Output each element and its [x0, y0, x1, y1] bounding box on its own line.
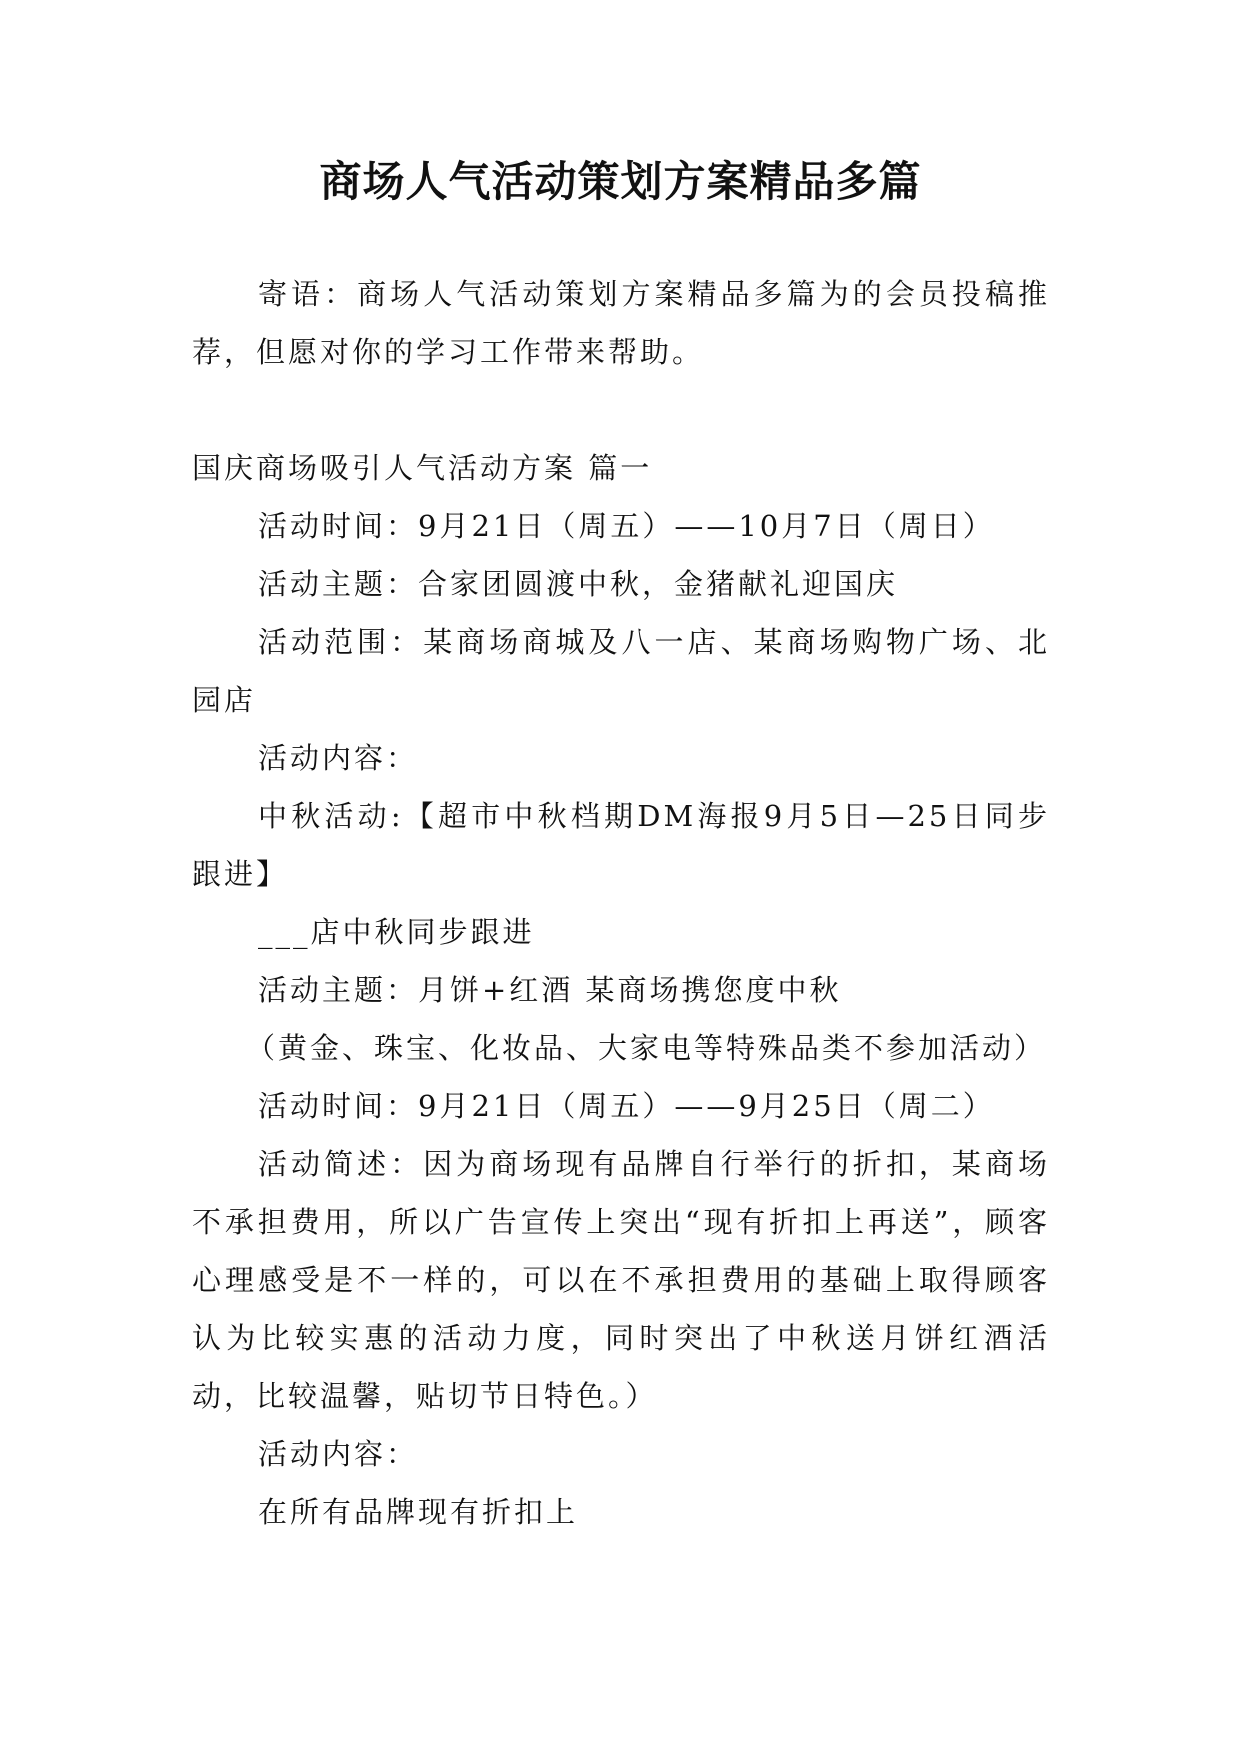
discount-paragraph: 在所有品牌现有折扣上: [258, 1495, 579, 1529]
activity-theme-2-paragraph: 活动主题：月饼+红酒 某商场携您度中秋: [258, 973, 842, 1007]
activity-summary-paragraph: 活动简述：因为商场现有品牌自行举行的折扣，某商场不承担费用，所以广告宣传上突出“现有折扣上再送”，顾客心理感受是不一样的，可以在不承担费用的基础上取得顾客认为比较实惠的活动力度，同时突出了中秋送月饼红酒活动，比较温馨，贴切节日特色。）: [192, 1147, 1050, 1413]
activity-time-2-paragraph: 活动时间：9月21日（周五）——9月25日（周二）: [258, 1089, 995, 1123]
exclusion-note-paragraph: （黄金、珠宝、化妆品、大家电等特殊品类不参加活动）: [246, 1031, 1047, 1065]
activity-time-paragraph: 活动时间：9月21日（周五）——10月7日（周日）: [258, 509, 995, 543]
activity-content-heading: 活动内容：: [258, 741, 419, 775]
intro-paragraph: 寄语：商场人气活动策划方案精品多篇为的会员投稿推荐，但愿对你的学习工作带来帮助。: [192, 277, 1050, 369]
section-heading: 国庆商场吸引人气活动方案 篇一: [192, 451, 653, 485]
activity-theme-paragraph: 活动主题：合家团圆渡中秋，金猪献礼迎国庆: [258, 567, 899, 601]
page-title: 商场人气活动策划方案精品多篇: [319, 157, 922, 206]
mid-autumn-activity-paragraph: 中秋活动:【超市中秋档期DM海报9月5日—25日同步跟进】: [192, 799, 1050, 891]
store-follow-up-paragraph: ___店中秋同步跟进: [258, 915, 535, 949]
activity-content-heading-2: 活动内容：: [258, 1437, 419, 1471]
paragraph-spacer: [192, 381, 1050, 439]
activity-scope-paragraph: 活动范围：某商场商城及八一店、某商场购物广场、北园店: [192, 625, 1050, 717]
document-body: [192, 265, 1050, 1541]
